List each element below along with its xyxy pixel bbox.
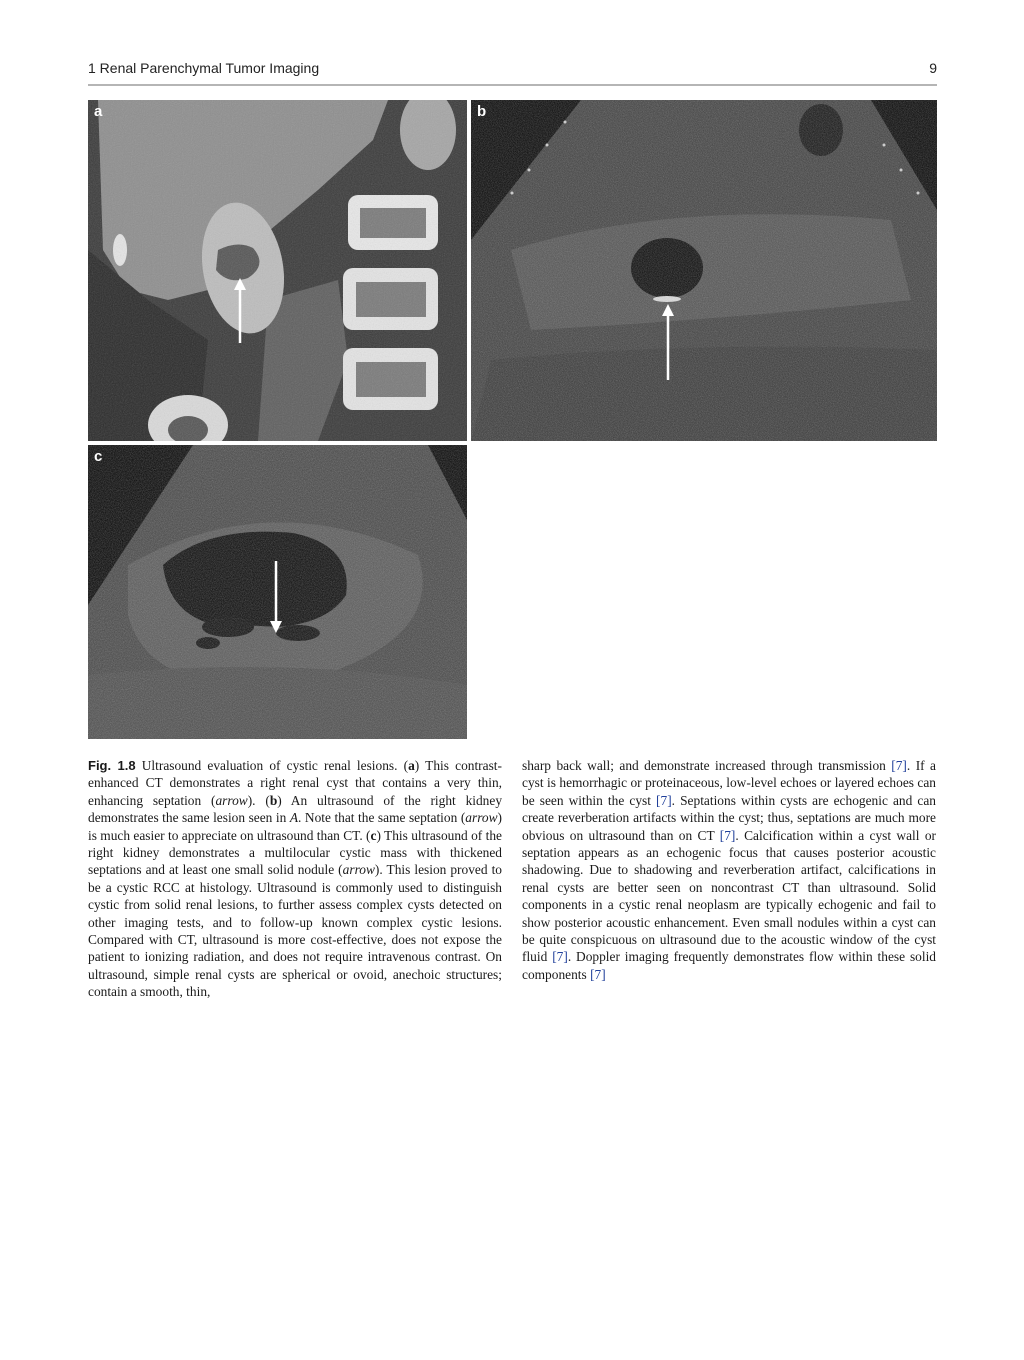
body-text: . Calcification within a cyst wall or septation appears as an echogenic focus that causes posterior acoustic shadowing. Due to shadowing and reverberation artifact, calcifications in renal cysts are better seen on noncontrast CT than ultrasound. Solid components in a cystic renal neoplasm are typically echogenic and fail to show posterior acoustic enhancement. Even small nodules within a cyst can be quite conspicuous on ultrasound due to the acoustic window of the cyst fluid [522, 827, 936, 965]
figure-panel-c-ultrasound [88, 445, 467, 739]
panel-label-b: b [477, 103, 487, 120]
figure-panel-b-ultrasound [471, 100, 937, 441]
figure-label: Fig. 1.8 [88, 758, 136, 773]
citation-link[interactable]: [7] [891, 758, 907, 773]
caption-text: ) is much easier to appreciate on ultrasound than CT. ( [88, 810, 502, 843]
caption-text: Ultrasound evaluation of cystic renal lesions. ( [135, 758, 409, 773]
body-text: . Septations within cysts are echogenic and can create reverberation artifacts within the cyst; thus, septations are much more obvious on ultrasound than on CT [522, 792, 936, 843]
caption-emphasis: A [289, 810, 299, 826]
caption-text: ) This contrast-enhanced CT demonstrates a right renal cyst that contains a very thin, enhancing septation ( [88, 758, 502, 808]
body-text: . If a cyst is hemorrhagic or proteinaceous, low-level echoes or layered echoes can be seen within the cyst [522, 758, 936, 808]
caption-emphasis: arrow [215, 792, 248, 808]
caption-text: ) This ultrasound of the right kidney demonstrates a multilocular cystic mass with thickened septations and at least one small solid nodule ( [88, 827, 502, 878]
page-number: 9 [929, 60, 937, 76]
caption-panel-ref: b [269, 792, 278, 808]
ultrasound-image-b [471, 100, 937, 441]
header-rule [88, 84, 937, 86]
caption-text: ). [374, 862, 383, 878]
panel-label-a: a [94, 103, 103, 120]
body-text: . Doppler imaging frequently demonstrates flow within these solid components [522, 949, 937, 982]
citation-link[interactable]: [7] [719, 827, 736, 843]
body-text: sharp back wall; and demonstrate increased through transmission [522, 758, 892, 773]
text-column-left [88, 757, 502, 1001]
ct-scan-image [88, 100, 467, 441]
caption-panel-ref: a [408, 758, 415, 773]
citation-link[interactable]: [7] [656, 792, 672, 808]
running-header [88, 60, 937, 82]
body-text-left: This lesion proved to be a cystic RCC at histology. Ultrasound is commonly used to distinguish cystic from solid renal lesions, to further assess complex cysts detected on other imaging tests, and to follow-up known complex cystic lesions. Compared with CT, ultrasound is more cost-effective, does not expose the patient to ionizing radiation, and does not require intravenous contrast. On ultrasound, simple renal cysts are spherical or ovoid, anechoic structures; contain a smooth, thin, [88, 862, 502, 1000]
caption-text: ). ( [247, 792, 270, 808]
body-paragraph [522, 757, 936, 983]
citation-link[interactable]: [7] [590, 966, 606, 982]
ultrasound-image-c [88, 445, 467, 739]
caption-emphasis: arrow [342, 862, 375, 878]
panel-label-c: c [94, 448, 103, 465]
caption-panel-ref: c [370, 827, 377, 843]
caption-text: ) An ultrasound of the right kidney demonstrates the same lesion seen in [88, 792, 503, 826]
chapter-title: 1 Renal Parenchymal Tumor Imaging [88, 60, 320, 76]
caption-emphasis: arrow [465, 810, 498, 826]
citation-link[interactable]: [7] [552, 949, 568, 965]
text-column-right [522, 757, 936, 983]
figure-panel-a-ct-image [88, 100, 467, 441]
figure-caption [88, 757, 502, 1001]
caption-text: . Note that the same septation ( [298, 810, 466, 826]
